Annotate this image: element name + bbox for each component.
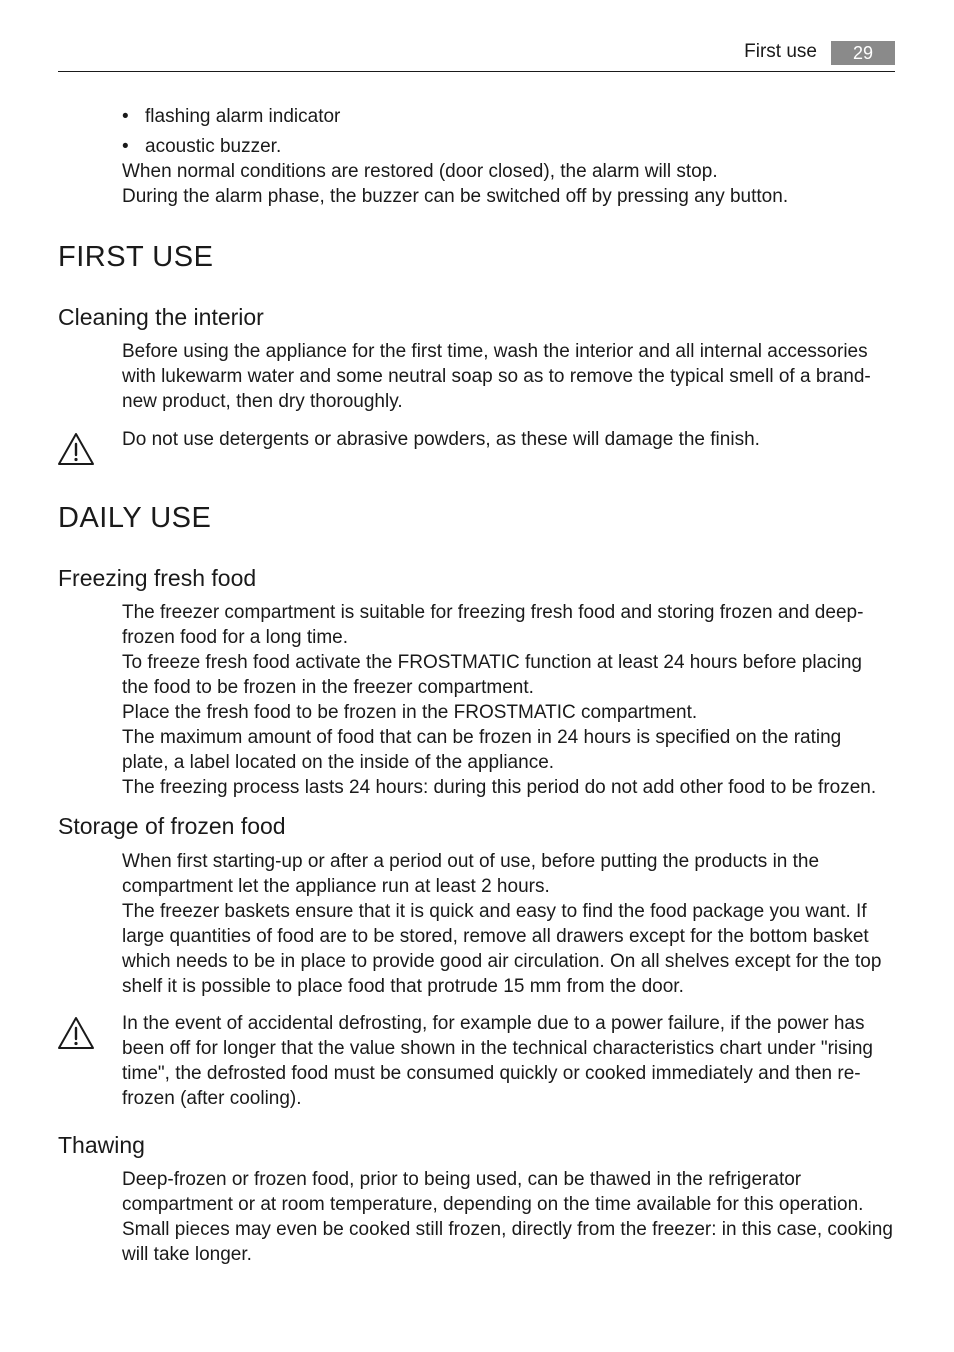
paragraph: When normal conditions are restored (door closed), the alarm will stop. — [122, 161, 718, 182]
paragraph: The freezer baskets ensure that it is quick and easy to find the food package you want. If large quantities of food are to be stored, remove all drawers except for the bottom basket which needs to be in place to provide good air circulation. On all shelves except for the top shelf it is possible to place food that protrude 15 mm from the door. — [122, 901, 882, 997]
paragraph: Deep-frozen or frozen food, prior to being used, can be thawed in the refrigerator compartment or at room temperature, depending on the time available for this operation. — [122, 1169, 864, 1215]
paragraph: In the event of accidental defrosting, for example due to a power failure, if the power has been off for longer that the value shown in the technical characteristics chart under "rising time", the defrosted food must be consumed quickly or cooked immediately and then re-frozen (after cooling). — [122, 1013, 873, 1109]
warning-triangle-icon — [57, 432, 95, 466]
warning-triangle-icon — [57, 1016, 95, 1050]
header-title: First use — [744, 41, 817, 62]
cleaning-warning — [122, 427, 894, 452]
intro-text — [122, 159, 894, 209]
paragraph: When first starting-up or after a period out of use, before putting the products in the compartment let the appliance run at least 2 hours. — [122, 851, 820, 897]
page-number: 29 — [831, 41, 895, 65]
paragraph: Before using the appliance for the first time, wash the interior and all internal accessories with lukewarm water and some neutral soap so as to remove the typical smell of a brand-new product, then dry thoroughly. — [122, 341, 871, 412]
paragraph: The freezing process lasts 24 hours: during this period do not add other food to be frozen. — [122, 777, 877, 798]
section-title-daily-use: DAILY USE — [58, 502, 212, 534]
list-item: • acoustic buzzer. — [122, 134, 340, 159]
paragraph: To freeze fresh food activate the FROSTMATIC function at least 24 hours before placing the food to be frozen in the freezer compartment. — [122, 652, 862, 698]
section-title-first-use: FIRST USE — [58, 241, 214, 273]
freezing-text — [122, 600, 887, 800]
paragraph: Do not use detergents or abrasive powders, as these will damage the finish. — [122, 429, 760, 450]
subsection-title-freezing: Freezing fresh food — [58, 565, 257, 591]
storage-warning — [122, 1011, 894, 1111]
list-item: • flashing alarm indicator — [122, 104, 340, 129]
cleaning-text — [122, 339, 882, 414]
paragraph: The maximum amount of food that can be frozen in 24 hours is specified on the rating plate, a label located on the inside of the appliance. — [122, 727, 842, 773]
storage-text — [122, 849, 894, 999]
paragraph: Small pieces may even be cooked still frozen, directly from the freezer: in this case, cooking will take longer. — [122, 1219, 893, 1265]
paragraph: The freezer compartment is suitable for freezing fresh food and storing frozen and deep-frozen food for a long time. — [122, 602, 864, 648]
paragraph: During the alarm phase, the buzzer can be switched off by pressing any button. — [122, 186, 789, 207]
page-header — [58, 40, 895, 72]
alarm-indicator-list — [122, 104, 340, 164]
subsection-title-thawing: Thawing — [58, 1132, 145, 1158]
thawing-text — [122, 1167, 894, 1267]
subsection-title-storage: Storage of frozen food — [58, 813, 286, 839]
subsection-title-cleaning: Cleaning the interior — [58, 304, 264, 330]
paragraph: Place the fresh food to be frozen in the FROSTMATIC compartment. — [122, 702, 698, 723]
